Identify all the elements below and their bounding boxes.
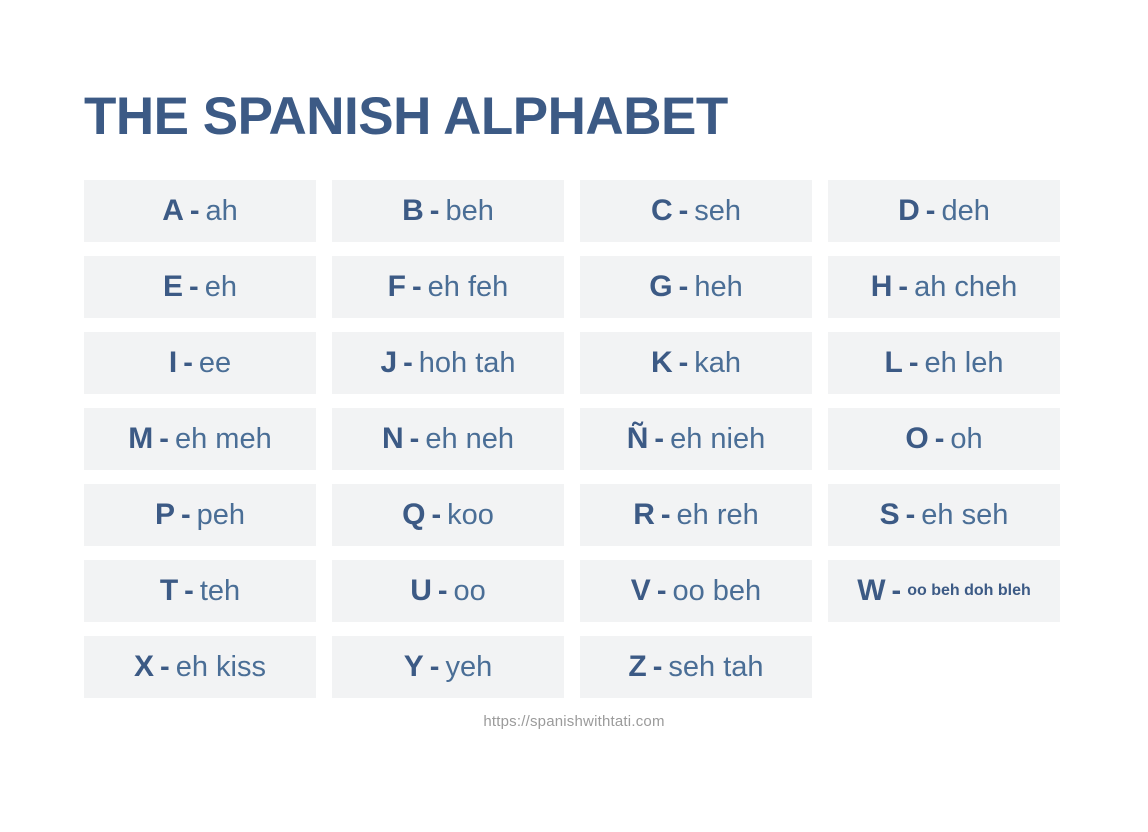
alphabet-cell [84,636,316,698]
alphabet-cell [580,180,812,242]
alphabet-pronunciation: teh [199,574,241,607]
alphabet-pronunciation: eh feh [427,270,509,303]
separator-dash: - [905,498,916,531]
separator-dash: - [189,194,200,227]
separator-dash: - [678,270,689,303]
alphabet-cell-content [404,650,492,684]
alphabet-cell-content [382,422,514,456]
alphabet-cell-content [160,574,240,608]
alphabet-pronunciation: eh neh [425,422,515,455]
alphabet-cell-content [402,194,494,228]
separator-dash: - [934,422,945,455]
alphabet-letter: Y [403,650,424,683]
alphabet-letter: W [857,574,886,607]
alphabet-letter: K [650,346,673,379]
alphabet-letter: T [159,574,179,607]
alphabet-cell-content [649,270,742,304]
alphabet-cell [332,560,564,622]
alphabet-cell [332,332,564,394]
alphabet-cell-content [155,498,245,532]
alphabet-grid [84,180,1064,698]
alphabet-cell-content [169,346,231,380]
alphabet-cell [580,560,812,622]
alphabet-cell [828,484,1060,546]
alphabet-letter: U [410,574,432,607]
alphabet-pronunciation: oo beh [672,574,762,607]
alphabet-cell-content [884,346,1003,380]
alphabet-cell-content [857,574,1031,608]
alphabet-cell-content [627,422,766,456]
alphabet-letter: Q [402,498,426,531]
alphabet-pronunciation: eh seh [921,498,1009,531]
alphabet-letter: P [154,498,175,531]
separator-dash: - [660,498,671,531]
alphabet-cell [332,256,564,318]
alphabet-cell-content [898,194,990,228]
alphabet-cell [84,484,316,546]
alphabet-cell-content [651,346,741,380]
alphabet-cell-content [631,574,761,608]
alphabet-pronunciation: ah cheh [914,270,1018,303]
alphabet-pronunciation: yeh [445,650,493,683]
alphabet-cell-content [134,650,266,684]
alphabet-pronunciation: eh leh [924,346,1004,379]
separator-dash: - [429,650,440,683]
alphabet-pronunciation: deh [941,194,990,227]
alphabet-letter: X [134,650,155,683]
separator-dash: - [184,574,194,607]
alphabet-letter: E [163,270,184,303]
alphabet-cell [828,180,1060,242]
alphabet-letter: D [898,194,920,227]
alphabet-cell [828,560,1060,622]
separator-dash: - [183,346,193,379]
alphabet-pronunciation: seh [694,194,742,227]
separator-dash: - [160,650,170,683]
alphabet-letter: G [649,270,673,303]
alphabet-pronunciation: beh [445,194,494,227]
alphabet-cell [332,180,564,242]
alphabet-pronunciation: oo [453,574,486,607]
alphabet-letter: A [162,194,184,227]
alphabet-letter: F [387,270,406,303]
separator-dash: - [412,270,422,303]
separator-dash: - [189,270,199,303]
alphabet-pronunciation: oh [950,422,983,455]
alphabet-cell [84,180,316,242]
alphabet-pronunciation: koo [447,498,494,531]
alphabet-cell [828,256,1060,318]
separator-dash: - [925,194,936,227]
page-title: THE SPANISH ALPHABET [84,87,728,146]
alphabet-letter: S [879,498,900,531]
separator-dash: - [656,574,667,607]
alphabet-cell-content [380,346,515,380]
alphabet-cell-content [128,422,271,456]
alphabet-letter: H [870,270,893,303]
separator-dash: - [678,194,689,227]
alphabet-cell-content [880,498,1009,532]
alphabet-pronunciation: peh [196,498,246,531]
alphabet-letter: L [884,346,903,379]
alphabet-letter: J [380,346,398,379]
separator-dash: - [891,574,902,607]
separator-dash: - [403,346,413,379]
separator-dash: - [652,650,663,683]
alphabet-letter: O [905,422,929,455]
alphabet-cell [332,484,564,546]
alphabet-pronunciation: eh [204,270,237,303]
alphabet-letter: M [128,422,154,455]
alphabet-cell-empty [828,636,1060,698]
alphabet-letter: I [168,346,178,379]
alphabet-cell-content [388,270,509,304]
separator-dash: - [678,346,689,379]
alphabet-letter: Z [628,650,647,683]
separator-dash: - [429,194,440,227]
separator-dash: - [409,422,420,455]
alphabet-pronunciation: eh kiss [175,650,266,683]
alphabet-pronunciation: heh [694,270,743,303]
alphabet-cell-content [871,270,1018,304]
alphabet-letter: R [633,498,655,531]
alphabet-pronunciation: eh meh [174,422,272,455]
alphabet-pronunciation: seh tah [668,650,764,683]
separator-dash: - [908,346,919,379]
alphabet-letter: C [650,194,673,227]
alphabet-cell [84,408,316,470]
separator-dash: - [180,498,191,531]
alphabet-letter: Ñ [626,422,649,455]
alphabet-cell [580,636,812,698]
alphabet-pronunciation: oo beh doh bleh [907,582,1031,599]
alphabet-pronunciation: ah [205,194,238,227]
separator-dash: - [654,422,665,455]
alphabet-cell [84,256,316,318]
alphabet-cell [580,408,812,470]
alphabet-cell [828,332,1060,394]
alphabet-cell-content [651,194,741,228]
alphabet-pronunciation: eh nieh [670,422,766,455]
alphabet-cell-content [633,498,759,532]
alphabet-letter: N [381,422,404,455]
alphabet-cell [84,332,316,394]
alphabet-cell-content [162,194,238,228]
alphabet-cell [332,408,564,470]
separator-dash: - [159,422,169,455]
separator-dash: - [898,270,909,303]
separator-dash: - [437,574,448,607]
alphabet-pronunciation: hoh tah [418,346,516,379]
alphabet-letter: V [630,574,651,607]
alphabet-cell-content [905,422,982,456]
alphabet-cell [580,332,812,394]
source-url: https://spanishwithtati.com [483,713,665,730]
alphabet-pronunciation: ee [198,346,232,379]
alphabet-cell-content [402,498,494,532]
separator-dash: - [431,498,442,531]
alphabet-cell-content [410,574,486,608]
alphabet-cell [84,560,316,622]
alphabet-pronunciation: kah [694,346,742,379]
alphabet-cell [828,408,1060,470]
alphabet-cell [580,484,812,546]
alphabet-pronunciation: eh reh [676,498,759,531]
alphabet-letter: B [402,194,424,227]
alphabet-cell [332,636,564,698]
alphabet-cell-content [163,270,237,304]
alphabet-cell-content [628,650,763,684]
alphabet-cell [580,256,812,318]
